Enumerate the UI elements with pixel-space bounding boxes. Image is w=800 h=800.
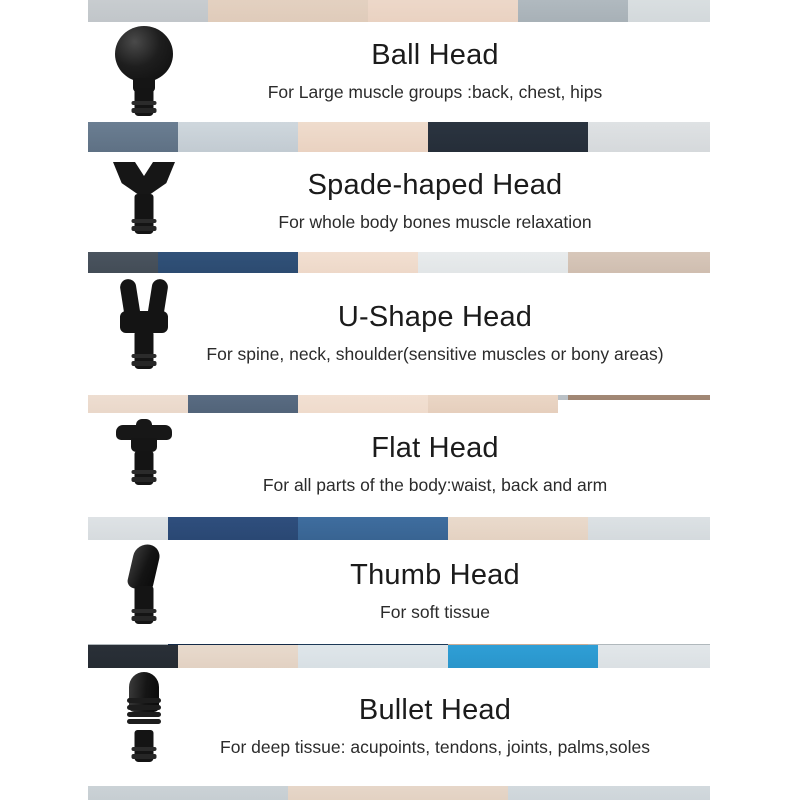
attachment-title: U-Shape Head — [337, 301, 533, 334]
attachment-text — [200, 695, 710, 758]
attachment-description: For spine, neck, shoulder(sensitive muscles or bony areas) — [206, 344, 664, 365]
attachment-text — [200, 302, 710, 365]
attachment-title: Spade-haped Head — [307, 169, 563, 202]
attachment-text — [200, 40, 710, 103]
ball-head-icon — [88, 22, 200, 122]
spade-head-icon — [88, 152, 200, 252]
attachment-text — [200, 433, 710, 496]
attachment-title: Flat Head — [371, 432, 499, 465]
attachment-card-flat-head[interactable] — [88, 413, 710, 517]
flat-head-icon — [88, 413, 200, 517]
attachment-title: Thumb Head — [350, 559, 520, 592]
attachment-title: Ball Head — [371, 39, 499, 72]
attachment-title: Bullet Head — [358, 694, 512, 727]
attachment-description: For all parts of the body:waist, back and arm — [262, 475, 608, 496]
attachment-description: For Large muscle groups :back, chest, hips — [267, 82, 603, 103]
attachment-card-spade-head[interactable] — [88, 152, 710, 252]
attachment-description: For whole body bones muscle relaxation — [278, 212, 592, 233]
attachment-description: For deep tissue: acupoints, tendons, joints, palms,soles — [220, 737, 650, 758]
attachment-card-bullet-head[interactable] — [88, 668, 710, 786]
thumb-head-icon — [88, 540, 200, 644]
attachment-description: For soft tissue — [380, 602, 490, 623]
u-shape-head-icon — [88, 273, 200, 395]
attachment-text — [200, 560, 710, 623]
attachment-text — [200, 170, 710, 233]
attachment-card-u-shape-head[interactable] — [88, 273, 710, 395]
attachment-card-ball-head[interactable] — [88, 22, 710, 122]
bullet-head-icon — [88, 668, 200, 786]
attachment-card-thumb-head[interactable] — [88, 540, 710, 644]
